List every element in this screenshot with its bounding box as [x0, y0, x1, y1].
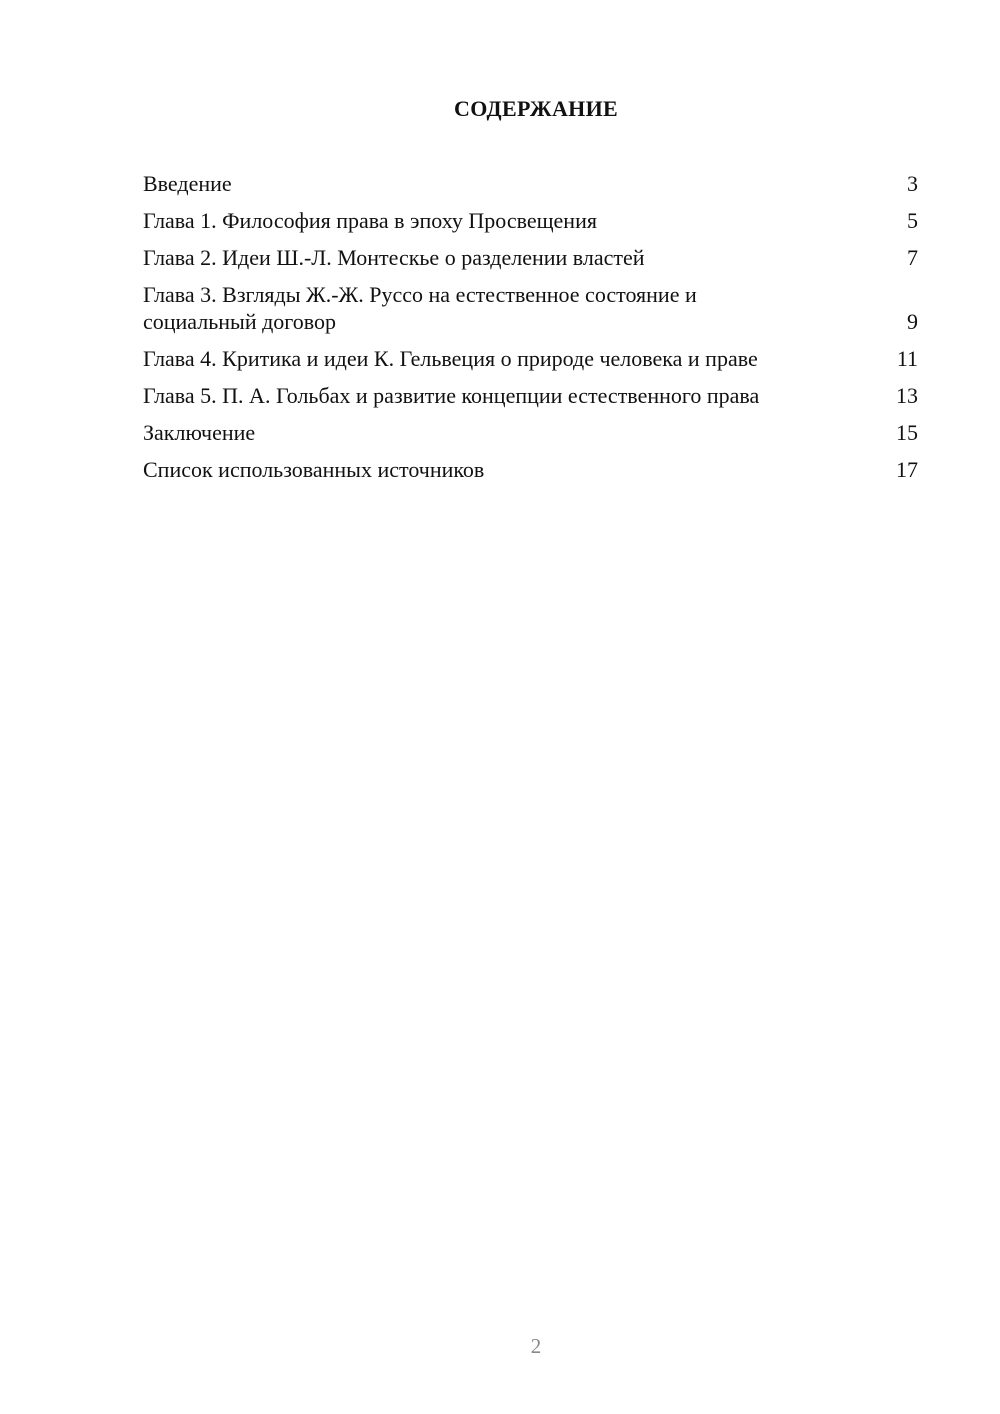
toc-entry-page: 9	[907, 309, 918, 334]
toc-entry-label: Глава 4. Критика и идеи К. Гельвеция о природе человека и праве	[143, 346, 758, 371]
toc-entry-label: Глава 1. Философия права в эпоху Просвещения	[143, 208, 597, 233]
toc-entry-chapter-1	[143, 207, 918, 234]
toc-entry-page: 13	[896, 383, 918, 408]
toc-entry-label: Глава 3. Взгляды Ж.-Ж. Руссо на естественное состояние и социальный договор	[143, 282, 697, 334]
table-of-contents	[143, 170, 918, 493]
page-number: 2	[530, 1334, 542, 1358]
toc-entry-page: 5	[907, 208, 918, 233]
toc-entry-label: Глава 5. П. А. Гольбах и развитие концепции естественного права	[143, 383, 760, 408]
toc-entry-label: Список использованных источников	[143, 457, 485, 482]
toc-entry-page: 7	[907, 245, 918, 270]
toc-entry-introduction	[143, 170, 918, 197]
toc-entry-chapter-2	[143, 244, 918, 271]
toc-entry-page: 17	[896, 457, 918, 482]
toc-entry-page: 11	[896, 346, 918, 371]
toc-entry-references	[143, 456, 918, 483]
toc-entry-chapter-3	[143, 281, 918, 335]
toc-entry-label: Введение	[143, 171, 232, 196]
toc-entry-label: Заключение	[143, 420, 256, 445]
page-title: СОДЕРЖАНИЕ	[454, 96, 618, 121]
toc-entry-chapter-5	[143, 382, 918, 409]
toc-entry-page: 3	[907, 171, 918, 196]
toc-entry-chapter-4	[143, 345, 918, 372]
toc-entry-page: 15	[896, 420, 918, 445]
toc-entry-label: Глава 2. Идеи Ш.-Л. Монтескье о разделении властей	[143, 245, 645, 270]
toc-entry-conclusion	[143, 419, 918, 446]
